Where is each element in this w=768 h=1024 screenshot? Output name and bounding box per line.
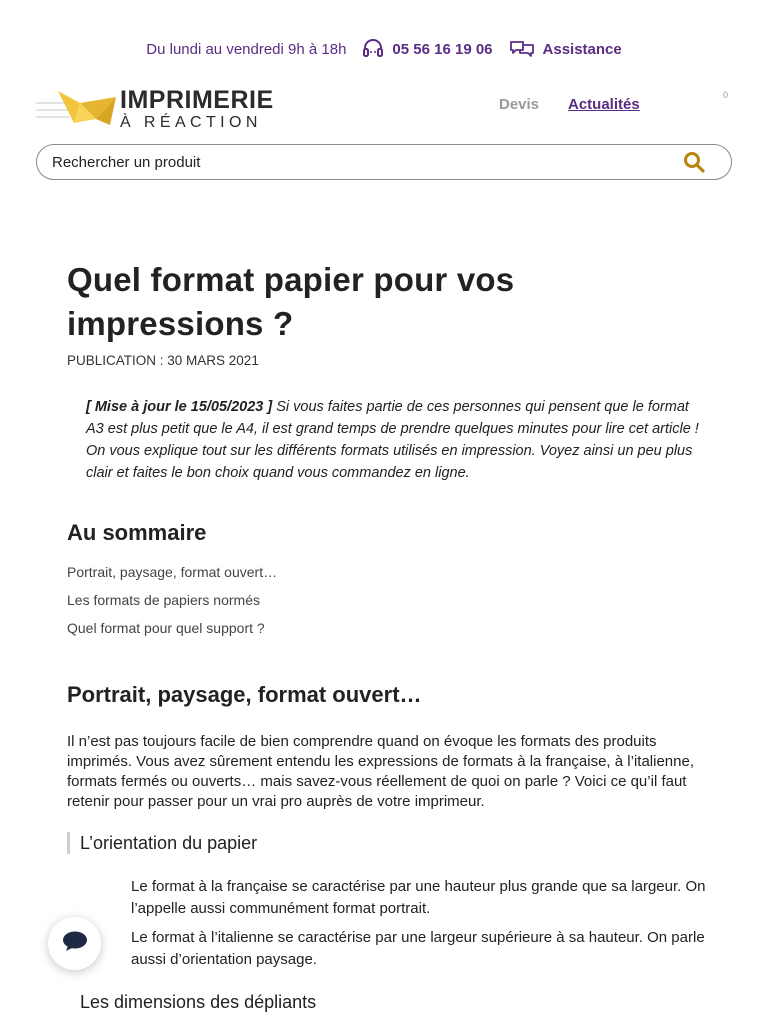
phone-number: 05 56 16 19 06: [392, 40, 493, 58]
subsection-heading: L’orientation du papier: [67, 832, 707, 854]
chat-icon: [62, 930, 88, 957]
list-item: Le format à la française se caractérise par une hauteur plus grande que sa largeur. On l’appelle aussi communément format portrait.: [131, 878, 706, 917]
toc-item[interactable]: Les formats de papiers normés: [67, 592, 260, 608]
section-paragraph: Il n’est pas toujours facile de bien comprendre quand on évoque les formats des produits imprimés. Vous avez sûrement entendu les expressions de formats à la française, à l’italienne, formats fermés ou ouverts… mais savez-vous réellement de quoi on parle ? Voici ce qu’il faut retenir pour passer pour un vrai pro auprès de votre imprimeur.: [67, 733, 694, 810]
search-input[interactable]: [37, 154, 683, 171]
table-of-contents: [67, 558, 707, 642]
assistance-label: Assistance: [542, 40, 622, 58]
nav-devis[interactable]: Devis: [499, 96, 540, 113]
intro-update-tag: [ Mise à jour le 15/05/2023 ]: [86, 399, 273, 415]
chat-bubbles-icon: [509, 39, 535, 59]
page-title: Quel format papier pour vos impressions ?: [67, 261, 515, 342]
opening-hours: Du lundi au vendredi 9h à 18h: [146, 40, 347, 58]
toc-item[interactable]: Portrait, paysage, format ouvert…: [67, 564, 278, 580]
logo-line2: À RÉACTION: [120, 114, 262, 131]
article-intro: [86, 396, 707, 484]
site-header: [0, 80, 768, 130]
subsection-list: [131, 876, 707, 971]
search-bar: [36, 144, 732, 180]
origami-bird-logo-icon[interactable]: [56, 83, 118, 134]
section-heading: Portrait, paysage, format ouvert…: [67, 682, 422, 707]
chat-widget-button[interactable]: [48, 917, 101, 970]
publication-date: PUBLICATION : 30 MARS 2021: [67, 353, 259, 368]
phone-link[interactable]: [362, 39, 492, 59]
assistance-link[interactable]: [509, 39, 622, 59]
subsection-heading: Les dimensions des dépliants: [80, 992, 317, 1012]
toc-item[interactable]: Quel format pour quel support ?: [67, 620, 265, 636]
article: [67, 258, 707, 1013]
intro-text: Si vous faites partie de ces personnes qui pensent que le format A3 est plus petit que le A4, il est grand temps de prendre quelques minutes pour lire cet article ! On vous explique tout sur les différents formats utilisés en impression. Voyez ainsi un peu plus clair et faites le bon choix quand vous commandez en ligne.: [86, 399, 699, 481]
top-info-bar: [0, 38, 768, 60]
cart-count-badge[interactable]: 0: [723, 90, 729, 100]
site-logo-text[interactable]: [120, 88, 274, 131]
list-item: Le format à l’italienne se caractérise par une largeur supérieure à sa hauteur. On parle aussi d’orientation paysage.: [131, 929, 705, 968]
logo-line1: IMPRIMERIE: [120, 86, 274, 114]
summary-heading: Au sommaire: [67, 520, 207, 545]
search-icon[interactable]: [683, 151, 705, 173]
nav-actualites[interactable]: Actualités: [568, 96, 640, 113]
headset-icon: [362, 39, 384, 59]
